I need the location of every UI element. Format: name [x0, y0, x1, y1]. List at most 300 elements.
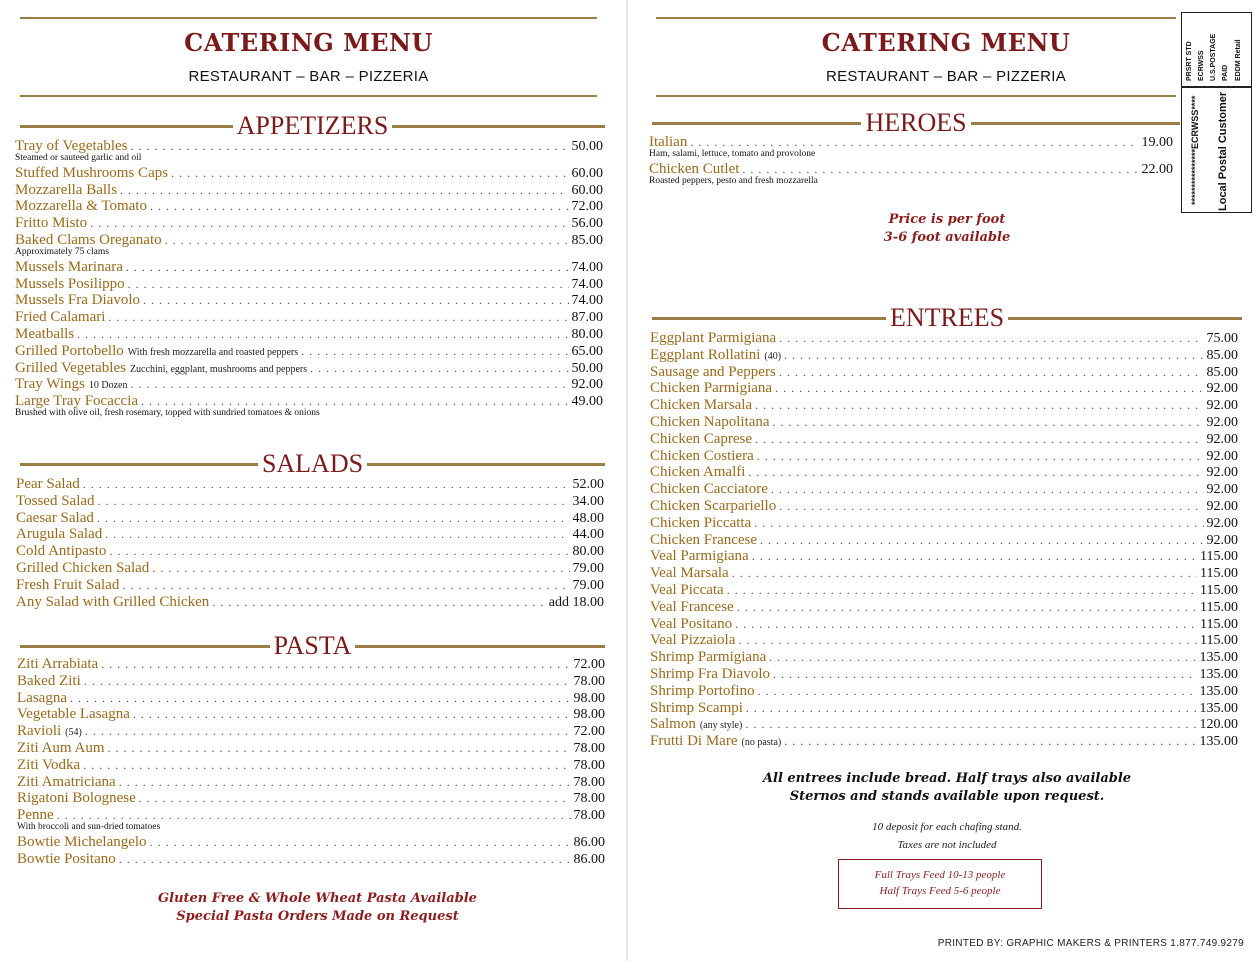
dot-leader — [732, 565, 1197, 582]
menu-item-row — [15, 343, 603, 360]
menu-item-note: (54) — [65, 727, 82, 739]
menu-item-price: 98.00 — [573, 690, 605, 706]
menu-item-price: 115.00 — [1200, 566, 1238, 582]
menu-item-row — [650, 733, 1238, 750]
dot-leader — [779, 364, 1204, 381]
menu-item — [650, 599, 1238, 616]
header-rule — [656, 95, 1176, 97]
menu-item-name: Shrimp Fra Diavolo — [650, 665, 770, 682]
menu-item-price: 65.00 — [571, 343, 603, 359]
dot-leader — [727, 582, 1197, 599]
section-rule — [971, 122, 1180, 125]
menu-item-row — [650, 397, 1238, 414]
menu-item-name: Chicken Costiera — [650, 447, 754, 464]
menu-item-name: Meatballs — [15, 325, 75, 342]
dot-leader — [171, 165, 568, 182]
menu-item-price: 74.00 — [571, 293, 603, 309]
dot-leader — [130, 376, 568, 393]
menu-item-price: 50.00 — [571, 360, 603, 376]
menu-item-price: 92.00 — [1206, 431, 1238, 447]
menu-item-name: Cold Antipasto — [16, 543, 107, 560]
menu-item-price: 135.00 — [1199, 683, 1238, 699]
menu-item — [17, 656, 605, 673]
menu-item-price: 34.00 — [572, 493, 604, 509]
menu-item-row — [650, 700, 1238, 717]
menu-item-name: Tossed Salad — [16, 492, 95, 509]
dot-leader — [165, 232, 569, 249]
menu-item — [15, 360, 603, 377]
menu-item-note: (40) — [764, 350, 782, 362]
menu-item — [650, 330, 1238, 347]
menu-item-row — [650, 481, 1238, 498]
dot-leader — [745, 716, 1196, 733]
dot-leader — [152, 560, 569, 577]
menu-item-row — [650, 532, 1238, 549]
menu-item-row — [650, 666, 1238, 683]
menu-item-price: 74.00 — [571, 276, 603, 292]
menu-item-name: Mozzarella & Tomato — [15, 198, 147, 215]
menu-item — [15, 393, 603, 420]
header-rule — [20, 95, 597, 97]
menu-item-name: Chicken Napolitana — [650, 413, 770, 430]
menu-item — [650, 683, 1238, 700]
menu-item — [16, 594, 604, 611]
menu-item — [650, 397, 1238, 414]
menu-item-name: Sausage and Peppers — [650, 363, 776, 380]
dot-leader — [784, 347, 1203, 364]
menu-item-name: Chicken Piccatta — [650, 514, 752, 531]
dot-leader — [757, 448, 1204, 465]
menu-item-row — [16, 594, 604, 611]
menu-item — [650, 733, 1238, 750]
dot-leader — [119, 774, 571, 791]
section-title: ENTREES — [889, 303, 1005, 332]
dot-leader — [752, 548, 1197, 565]
top-rule — [20, 17, 597, 19]
menu-item — [650, 448, 1238, 465]
menu-item — [649, 161, 1173, 188]
menu-item — [650, 364, 1238, 381]
menu-item-name: Bowtie Michelangelo — [17, 833, 147, 850]
menu-item — [650, 548, 1238, 565]
postal-line-5: EDDM Retail — [1235, 39, 1242, 81]
menu-item — [650, 700, 1238, 717]
dot-leader — [758, 683, 1197, 700]
dot-leader — [773, 414, 1204, 431]
section-rule — [392, 125, 605, 128]
dot-leader — [85, 723, 571, 740]
menu-item-description: Steamed or sauteed garlic and oil — [15, 152, 142, 163]
menu-item — [15, 215, 603, 232]
dot-leader — [105, 526, 569, 543]
menu-item — [650, 565, 1238, 582]
entrees-note-bread: All entrees include bread. Half trays also available — [762, 771, 1132, 786]
menu-item-price: 135.00 — [1199, 734, 1238, 750]
dot-leader — [108, 740, 571, 757]
menu-item — [650, 716, 1238, 733]
menu-item-name: Grilled Chicken Salad — [16, 559, 150, 576]
dot-leader — [70, 690, 571, 707]
dot-leader — [126, 259, 569, 276]
menu-item-row — [650, 448, 1238, 465]
dot-leader — [120, 182, 568, 199]
menu-item — [15, 182, 603, 199]
menu-item — [17, 673, 605, 690]
menu-item-price: 19.00 — [1141, 135, 1173, 150]
menu-item — [17, 807, 605, 834]
menu-item-row — [17, 740, 605, 757]
menu-item-price: 78.00 — [573, 740, 605, 756]
menu-item-name: Rigatoni Bolognese — [17, 790, 136, 807]
tray-size-box — [838, 859, 1042, 909]
menu-item-price: 80.00 — [572, 544, 604, 560]
menu-item-description: Ham, salami, lettuce, tomato and provolone — [649, 148, 816, 159]
section-header-heroes — [652, 110, 1180, 136]
menu-item-row — [650, 464, 1238, 481]
menu-item-price: 78.00 — [573, 757, 605, 773]
menu-item-name: Vegetable Lasagna — [17, 706, 130, 723]
menu-item-price: 92.00 — [1206, 448, 1238, 464]
menu-item-price: 48.00 — [572, 510, 604, 526]
menu-item-name: Veal Francese — [650, 598, 734, 615]
dot-leader — [108, 309, 568, 326]
menu-item-row — [17, 774, 605, 791]
menu-item-row — [650, 649, 1238, 666]
menu-item — [650, 380, 1238, 397]
menu-item-name: Ziti Arrabiata — [17, 656, 99, 672]
menu-item-name: Chicken Marsala — [650, 397, 753, 414]
menu-item — [649, 134, 1173, 161]
menu-item-description: Approximately 75 clams — [15, 246, 109, 257]
menu-item — [650, 632, 1238, 649]
menu-item-price: 72.00 — [573, 724, 605, 740]
menu-item-note: (any style) — [699, 720, 743, 732]
menu-item-price: 50.00 — [571, 139, 603, 154]
right-menu-panel — [632, 0, 1258, 961]
menu-item-price: 92.00 — [1206, 498, 1238, 514]
menu-item-price: 78.00 — [573, 673, 605, 689]
menu-item-row — [650, 582, 1238, 599]
menu-item-name: Ziti Aum Aum — [17, 739, 105, 756]
menu-item — [17, 757, 605, 774]
menu-item-price: 92.00 — [1206, 532, 1238, 548]
menu-item-name: Chicken Cacciatore — [650, 481, 768, 498]
menu-item-name: Baked Clams Oreganato — [15, 231, 162, 248]
menu-item-row — [15, 165, 603, 182]
menu-item — [15, 343, 603, 360]
menu-title: CATERING MENU — [821, 28, 1071, 57]
menu-item-row — [16, 526, 604, 543]
menu-item-row — [17, 690, 605, 707]
dot-leader — [122, 577, 569, 594]
menu-item-row — [17, 834, 605, 851]
menu-item-price: 74.00 — [571, 259, 603, 275]
menu-item — [650, 414, 1238, 431]
menu-item-row — [17, 706, 605, 723]
dot-leader — [98, 493, 570, 510]
menu-item-name: Chicken Caprese — [650, 430, 753, 447]
left-menu-panel — [0, 0, 620, 961]
menu-item-row — [15, 215, 603, 232]
menu-item — [16, 577, 604, 594]
menu-item-row — [650, 347, 1238, 364]
menu-item-price: 120.00 — [1199, 717, 1238, 733]
menu-item-price: 78.00 — [573, 808, 605, 824]
menu-item-row — [650, 414, 1238, 431]
menu-item-row — [15, 292, 603, 309]
pasta-list — [17, 656, 605, 868]
dot-leader — [101, 656, 570, 673]
menu-item — [17, 774, 605, 791]
menu-item-name: Ravioli — [17, 723, 62, 740]
menu-item-row — [17, 723, 605, 740]
section-header-entrees — [652, 305, 1242, 331]
menu-item-row — [15, 309, 603, 326]
menu-item-name: Fresh Fruit Salad — [16, 576, 120, 593]
dot-leader — [738, 632, 1197, 649]
section-title: HEROES — [865, 108, 967, 137]
dot-leader — [97, 510, 570, 527]
section-rule — [367, 463, 605, 466]
menu-item-name: Veal Positano — [650, 615, 733, 632]
pasta-note-gluten-free: Gluten Free & Whole Wheat Pasta Available — [158, 891, 477, 906]
menu-item-row — [650, 599, 1238, 616]
dot-leader — [775, 380, 1203, 397]
menu-item-price: 85.00 — [1206, 347, 1238, 363]
menu-item-price: 135.00 — [1199, 700, 1238, 716]
menu-item-name: Eggplant Rollatini — [650, 346, 761, 363]
menu-item-name: Lasagna — [17, 689, 67, 706]
salads-list — [16, 476, 604, 610]
menu-item-price: 85.00 — [571, 232, 603, 248]
menu-item-row — [17, 673, 605, 690]
menu-item — [17, 790, 605, 807]
menu-item-row — [15, 360, 603, 377]
menu-item-price: 79.00 — [572, 577, 604, 593]
menu-item-row — [17, 851, 605, 868]
menu-item-price: 78.00 — [573, 791, 605, 807]
menu-item-price: 135.00 — [1199, 650, 1238, 666]
menu-item-row — [650, 498, 1238, 515]
section-rule — [20, 125, 233, 128]
menu-item-description: Brushed with olive oil, fresh rosemary, topped with sundried tomatoes & onions — [15, 407, 320, 418]
menu-item-name: Pear Salad — [16, 476, 80, 492]
dot-leader — [84, 673, 571, 690]
menu-item-price: 72.00 — [571, 199, 603, 215]
menu-item-row — [16, 510, 604, 527]
menu-item-price: 135.00 — [1199, 666, 1238, 682]
menu-item-name: Fritto Misto — [15, 215, 88, 232]
menu-item — [17, 723, 605, 740]
section-rule — [355, 645, 605, 648]
local-postal-customer: Local Postal Customer — [1217, 91, 1229, 211]
menu-item — [650, 464, 1238, 481]
menu-item — [15, 259, 603, 276]
menu-item-name: Tray of Vegetables — [15, 138, 128, 154]
menu-item-price: 60.00 — [571, 182, 603, 198]
menu-item-name: Shrimp Scampi — [650, 699, 743, 716]
section-title: APPETIZERS — [236, 111, 389, 140]
menu-item-name: Caesar Salad — [16, 509, 94, 526]
menu-item-name: Salmon — [650, 716, 696, 733]
section-title: SALADS — [261, 449, 364, 478]
menu-item-price: 115.00 — [1200, 616, 1238, 632]
section-rule — [1008, 317, 1242, 320]
dot-leader — [139, 790, 571, 807]
menu-item-row — [650, 431, 1238, 448]
menu-item-price: 115.00 — [1200, 582, 1238, 598]
menu-item — [17, 851, 605, 868]
menu-item — [17, 706, 605, 723]
section-title: PASTA — [273, 631, 352, 660]
menu-item-name: Shrimp Parmigiana — [650, 649, 767, 666]
dot-leader — [83, 757, 570, 774]
menu-item-name: Stuffed Mushrooms Caps — [15, 164, 169, 181]
menu-item-row — [650, 565, 1238, 582]
heroes-note-price: Price is per foot — [888, 212, 1006, 227]
dot-leader — [131, 138, 569, 155]
dot-leader — [212, 594, 545, 611]
menu-item — [15, 376, 603, 393]
menu-item-name: Mussels Posilippo — [15, 275, 125, 292]
postal-line-1: PRSRT STD — [1186, 41, 1193, 81]
section-header-appetizers — [20, 113, 605, 139]
menu-item-row — [650, 515, 1238, 532]
menu-item-price: 56.00 — [571, 216, 603, 232]
menu-item — [15, 309, 603, 326]
menu-item-note: With fresh mozzarella and roasted peppers — [127, 346, 299, 358]
menu-item — [16, 510, 604, 527]
menu-item-price: 92.00 — [1206, 414, 1238, 430]
menu-item-price: 98.00 — [573, 707, 605, 723]
section-header-salads — [20, 451, 605, 477]
menu-item-name: Chicken Amalfi — [650, 464, 746, 481]
menu-item-row — [15, 276, 603, 293]
dot-leader — [779, 330, 1203, 347]
full-trays-note: Full Trays Feed 10-13 people — [874, 869, 1006, 881]
menu-item-name: Veal Marsala — [650, 565, 729, 582]
page-fold — [626, 0, 628, 961]
dot-leader — [769, 649, 1196, 666]
menu-item — [650, 616, 1238, 633]
menu-item — [650, 515, 1238, 532]
dot-leader — [310, 360, 568, 377]
dot-leader — [754, 515, 1203, 532]
menu-item-row — [16, 493, 604, 510]
menu-item-price: 80.00 — [571, 326, 603, 342]
menu-item-price: 78.00 — [573, 774, 605, 790]
menu-item-name: Mussels Fra Diavolo — [15, 292, 140, 309]
menu-item-name: Chicken Cutlet — [649, 160, 740, 177]
menu-item — [15, 326, 603, 343]
menu-item-price: 92.00 — [1206, 515, 1238, 531]
menu-item-name: Ziti Vodka — [17, 756, 81, 773]
menu-item-price: 92.00 — [1206, 398, 1238, 414]
menu-item-row — [17, 656, 605, 673]
deposit-note: 10 deposit for each chafing stand. — [872, 821, 1022, 833]
menu-item — [15, 276, 603, 293]
menu-item — [650, 666, 1238, 683]
menu-item-row — [650, 683, 1238, 700]
menu-item — [15, 198, 603, 215]
dot-leader — [755, 397, 1203, 414]
section-rule — [20, 645, 270, 648]
tax-note: Taxes are not included — [897, 839, 997, 851]
menu-item-row — [16, 476, 604, 493]
menu-item — [16, 476, 604, 493]
section-rule — [20, 463, 258, 466]
dot-leader — [784, 733, 1196, 750]
menu-item — [650, 649, 1238, 666]
menu-item-row — [17, 757, 605, 774]
menu-item-name: Fried Calamari — [15, 309, 106, 326]
dot-leader — [150, 198, 569, 215]
dot-leader — [773, 666, 1197, 683]
dot-leader — [90, 215, 568, 232]
dot-leader — [735, 616, 1197, 633]
dot-leader — [143, 292, 569, 309]
dot-leader — [748, 464, 1203, 481]
menu-item-name: Frutti Di Mare — [650, 733, 738, 750]
menu-item-price: 60.00 — [571, 165, 603, 181]
menu-item-price: 52.00 — [572, 477, 604, 492]
menu-item — [16, 526, 604, 543]
menu-item-price: 92.00 — [1206, 482, 1238, 498]
entrees-note-sternos: Sternos and stands available upon request. — [789, 789, 1105, 804]
dot-leader — [150, 834, 571, 851]
menu-item-name: Veal Pizzaiola — [650, 632, 736, 649]
menu-item-price: 92.00 — [1206, 381, 1238, 397]
menu-item-row — [17, 790, 605, 807]
dot-leader — [746, 700, 1197, 717]
menu-item-name: Mozzarella Balls — [15, 181, 118, 198]
menu-item-name: Veal Piccata — [650, 581, 724, 598]
menu-item — [17, 834, 605, 851]
menu-item-price: 86.00 — [573, 834, 605, 850]
menu-item-row — [15, 376, 603, 393]
menu-item-description: With broccoli and sun-dried tomatoes — [17, 821, 161, 832]
appetizers-list — [15, 138, 603, 420]
menu-item-note: Zucchini, eggplant, mushrooms and peppers — [129, 363, 308, 375]
menu-item-name: Eggplant Parmigiana — [650, 330, 777, 346]
pasta-note-special-orders: Special Pasta Orders Made on Request — [176, 909, 459, 924]
menu-subtitle: RESTAURANT – BAR – PIZZERIA — [825, 68, 1067, 85]
heroes-note-length: 3-6 foot available — [883, 230, 1011, 245]
menu-item — [650, 532, 1238, 549]
menu-item — [15, 232, 603, 259]
menu-item-note: 10 Dozen — [88, 380, 128, 392]
menu-item-row — [650, 716, 1238, 733]
menu-item-price: 115.00 — [1200, 549, 1238, 565]
menu-item-name: Penne — [17, 807, 54, 824]
menu-item-price: 44.00 — [572, 527, 604, 543]
menu-item — [650, 431, 1238, 448]
dot-leader — [301, 343, 568, 360]
menu-item-note: (no pasta) — [741, 737, 782, 749]
menu-item-price: 79.00 — [572, 560, 604, 576]
menu-item-row — [15, 198, 603, 215]
menu-item-row — [650, 330, 1238, 347]
dot-leader — [133, 706, 571, 723]
menu-item-name: Tray Wings — [15, 376, 85, 393]
menu-item — [16, 493, 604, 510]
menu-item — [16, 543, 604, 560]
menu-item-price: add 18.00 — [548, 594, 604, 610]
menu-item — [17, 690, 605, 707]
menu-item-description: Roasted peppers, pesto and fresh mozzarella — [649, 175, 818, 186]
menu-item-name: Bowtie Positano — [17, 850, 116, 867]
section-rule — [652, 122, 861, 125]
